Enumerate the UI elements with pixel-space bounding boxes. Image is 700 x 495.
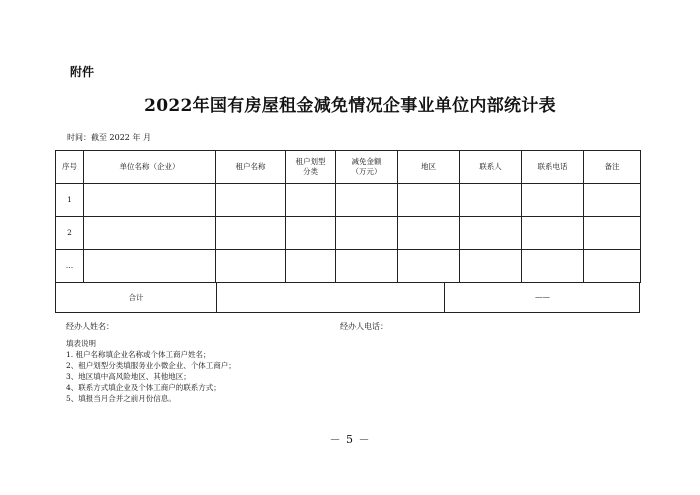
header-reduction-amount: 减免金额 （万元）: [336, 151, 398, 184]
table-row: [56, 217, 641, 250]
total-label: 合计: [128, 293, 144, 302]
notes-item: 4、联系方式填企业及个体工商户的联系方式；: [66, 383, 221, 392]
cell-phone: [522, 250, 584, 283]
cell-remarks: [584, 217, 641, 250]
cell-contact: [460, 217, 522, 250]
cell-tenant-type: [286, 184, 336, 217]
notes-item: 2、租户划型分类填服务业小微企业、个体工商户；: [66, 361, 236, 370]
header-unit-name: 单位名称（企业）: [84, 151, 216, 184]
fill-instructions: [66, 338, 236, 404]
cell-reduction-amount: [336, 217, 398, 250]
cell-phone: [522, 217, 584, 250]
table-row: [56, 250, 641, 283]
cell-unit-name: [84, 217, 216, 250]
cell-tenant-name: [216, 250, 286, 283]
notes-item: 3、地区填中高风险地区、其他地区；: [66, 372, 191, 381]
page-number: － 5 －: [329, 433, 371, 446]
cell-region: [398, 184, 460, 217]
table-row: [56, 184, 641, 217]
cell-remarks: [584, 184, 641, 217]
cell-region: [398, 217, 460, 250]
cell-remarks: [584, 250, 641, 283]
header-tenant-type: 租户划型 分类: [286, 151, 336, 184]
cell-phone: [522, 184, 584, 217]
statistics-table: [55, 150, 641, 283]
cell-tenant-name: [216, 184, 286, 217]
cell-unit-name: [84, 250, 216, 283]
header-seq: 序号: [56, 151, 84, 184]
total-divider: [216, 282, 217, 312]
attachment-label: 附件: [70, 65, 95, 79]
time-label: 时间：截至 2022 年 月: [67, 133, 151, 142]
handler-phone-label: 经办人电话：: [340, 322, 388, 331]
cell-tenant-type: [286, 217, 336, 250]
total-dash: ——: [535, 292, 550, 301]
header-contact: 联系人: [460, 151, 522, 184]
header-phone: 联系电话: [522, 151, 584, 184]
notes-item: 1. 租户名称填企业名称或个体工商户姓名；: [66, 350, 211, 359]
document-title: 2022年国有房屋租金减免情况企事业单位内部统计表: [144, 96, 556, 116]
cell-region: [398, 250, 460, 283]
cell-unit-name: [84, 184, 216, 217]
cell-contact: [460, 250, 522, 283]
cell-tenant-name: [216, 217, 286, 250]
cell-tenant-type: [286, 250, 336, 283]
cell-reduction-amount: [336, 250, 398, 283]
table-header-row: [56, 151, 641, 184]
header-region: 地区: [398, 151, 460, 184]
cell-seq: …: [56, 250, 84, 283]
notes-item: 5、填报当月合并之前月份信息。: [66, 394, 176, 403]
header-remarks: 备注: [584, 151, 641, 184]
total-row: [55, 282, 640, 313]
cell-seq: 2: [56, 217, 84, 250]
handler-name-label: 经办人姓名：: [66, 322, 114, 331]
cell-contact: [460, 184, 522, 217]
header-tenant-name: 租户名称: [216, 151, 286, 184]
cell-seq: 1: [56, 184, 84, 217]
notes-title: 填表说明: [66, 339, 96, 348]
cell-reduction-amount: [336, 184, 398, 217]
